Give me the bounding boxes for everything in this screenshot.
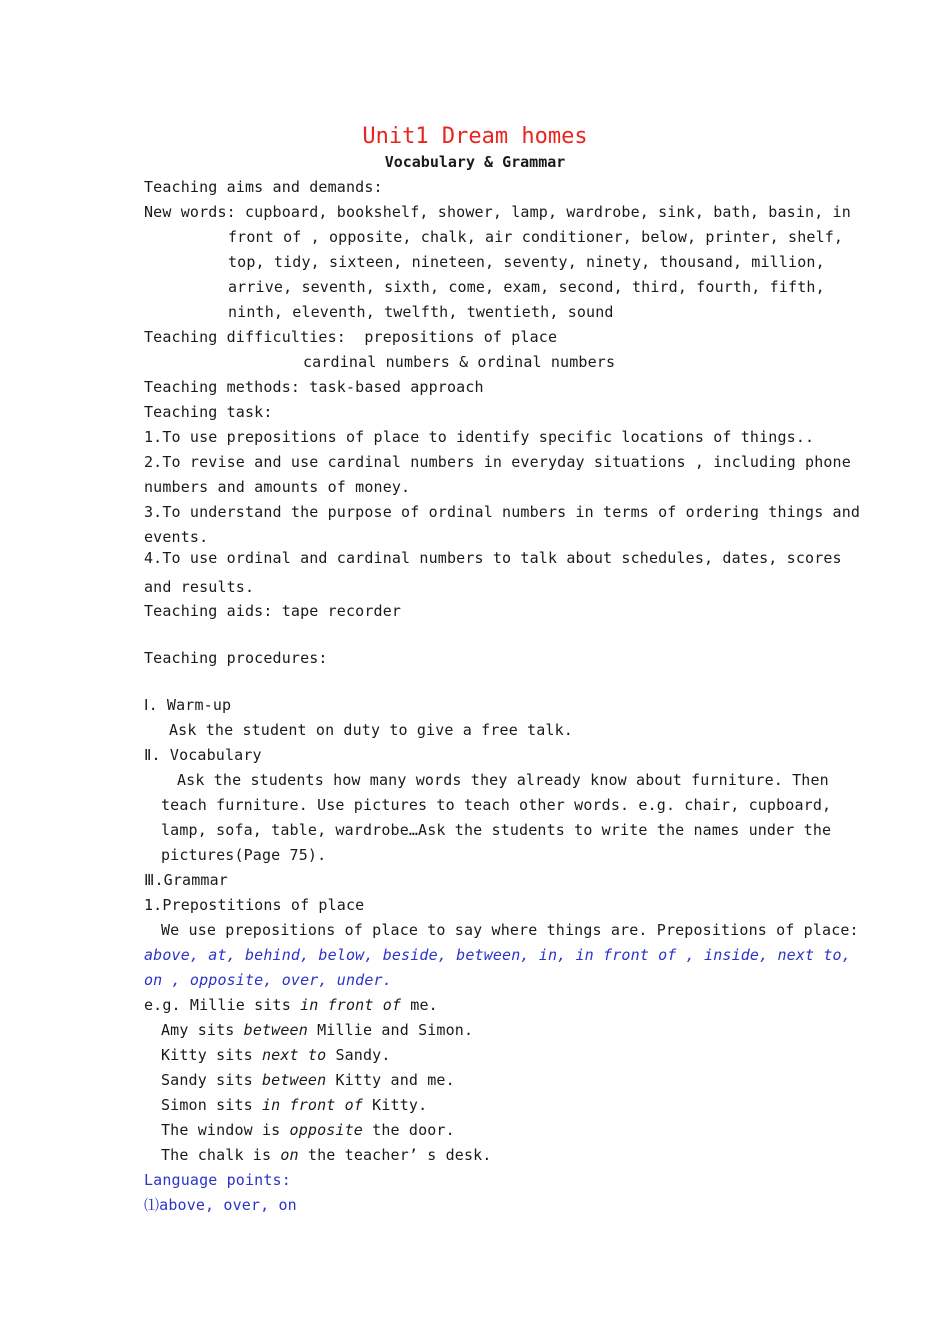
example-text: The chalk is	[161, 1146, 281, 1164]
language-points-heading: Language points:	[144, 1171, 291, 1189]
example-text: Sandy.	[326, 1046, 391, 1064]
vocabulary-line: teach furniture. Use pictures to teach other words. e.g. chair, cupboard,	[161, 796, 832, 814]
language-point-item: ⑴above, over, on	[144, 1196, 297, 1214]
task-line: 2.To revise and use cardinal numbers in everyday situations , including phone	[144, 453, 851, 471]
example-preposition: between	[262, 1071, 327, 1089]
difficulties-line: Teaching difficulties: prepositions of place	[144, 328, 558, 346]
new-words-line: front of , opposite, chalk, air conditioner, below, printer, shelf,	[228, 228, 844, 246]
task-line: numbers and amounts of money.	[144, 478, 411, 496]
example-sentence	[161, 1145, 492, 1165]
example-text: Sandy sits	[161, 1071, 262, 1089]
example-text: Kitty and me.	[326, 1071, 455, 1089]
example-preposition: next to	[262, 1046, 327, 1064]
example-text: me.	[401, 996, 438, 1014]
page-subtitle: Vocabulary & Grammar	[384, 153, 566, 171]
prepositions-list: on , opposite, over, under.	[144, 971, 392, 989]
aims-line: Teaching aims and demands:	[144, 178, 383, 196]
example-text: e.g. Millie sits	[144, 996, 301, 1014]
grammar-intro: We use prepositions of place to say where things are. Prepositions of place:	[161, 921, 859, 939]
new-words-line: top, tidy, sixteen, nineteen, seventy, ninety, thousand, million,	[228, 253, 825, 271]
example-text: Simon sits	[161, 1096, 262, 1114]
grammar-subheading: 1.Prepostitions of place	[144, 896, 365, 914]
example-text: the teacher’ s desk.	[298, 1146, 492, 1164]
example-sentence	[161, 1020, 473, 1040]
new-words-line: ninth, eleventh, twelfth, twentieth, sound	[228, 303, 614, 321]
example-preposition: opposite	[289, 1121, 363, 1139]
example-text: Kitty.	[363, 1096, 428, 1114]
aids-line: Teaching aids: tape recorder	[144, 602, 402, 620]
new-words-line: New words: cupboard, bookshelf, shower, lamp, wardrobe, sink, bath, basin, in	[144, 203, 851, 221]
methods-line: Teaching methods: task-based approach	[144, 378, 484, 396]
example-sentence	[161, 1120, 455, 1140]
example-text: Kitty sits	[161, 1046, 262, 1064]
example-sentence	[161, 1045, 391, 1065]
example-sentence	[161, 1070, 455, 1090]
example-preposition: on	[280, 1146, 299, 1164]
task-line: 4.To use ordinal and cardinal numbers to talk about schedules, dates, scores	[144, 549, 842, 567]
example-text: Amy sits	[161, 1021, 244, 1039]
prepositions-list: above, at, behind, below, beside, between, in, in front of , inside, next to,	[144, 946, 851, 964]
example-text: the door.	[362, 1121, 455, 1139]
vocabulary-line: pictures(Page 75).	[161, 846, 327, 864]
example-sentence	[144, 995, 438, 1015]
example-sentence	[161, 1095, 427, 1115]
example-text: Millie and Simon.	[307, 1021, 474, 1039]
task-heading: Teaching task:	[144, 403, 273, 421]
vocabulary-line: Ask the students how many words they already know about furniture. Then	[177, 771, 829, 789]
task-line: 1.To use prepositions of place to identify specific locations of things..	[144, 428, 815, 446]
new-words-line: arrive, seventh, sixth, come, exam, second, third, fourth, fifth,	[228, 278, 825, 296]
vocabulary-line: lamp, sofa, table, wardrobe…Ask the students to write the names under the	[161, 821, 832, 839]
task-line: events.	[144, 528, 209, 546]
procedures-heading: Teaching procedures:	[144, 649, 328, 667]
example-preposition: in front of	[300, 996, 402, 1014]
example-preposition: between	[243, 1021, 308, 1039]
task-line: and results.	[144, 578, 255, 596]
warmup-heading: Ⅰ. Warm-up	[144, 696, 232, 714]
example-text: The window is	[161, 1121, 290, 1139]
warmup-text: Ask the student on duty to give a free talk.	[169, 721, 573, 739]
page-title: Unit1 Dream homes	[362, 124, 588, 149]
grammar-heading: Ⅲ.Grammar	[144, 871, 228, 889]
example-preposition: in front of	[262, 1096, 363, 1114]
vocabulary-heading: Ⅱ. Vocabulary	[144, 746, 262, 764]
difficulties-line: cardinal numbers & ordinal numbers	[303, 353, 616, 371]
task-line: 3.To understand the purpose of ordinal numbers in terms of ordering things and	[144, 503, 861, 521]
